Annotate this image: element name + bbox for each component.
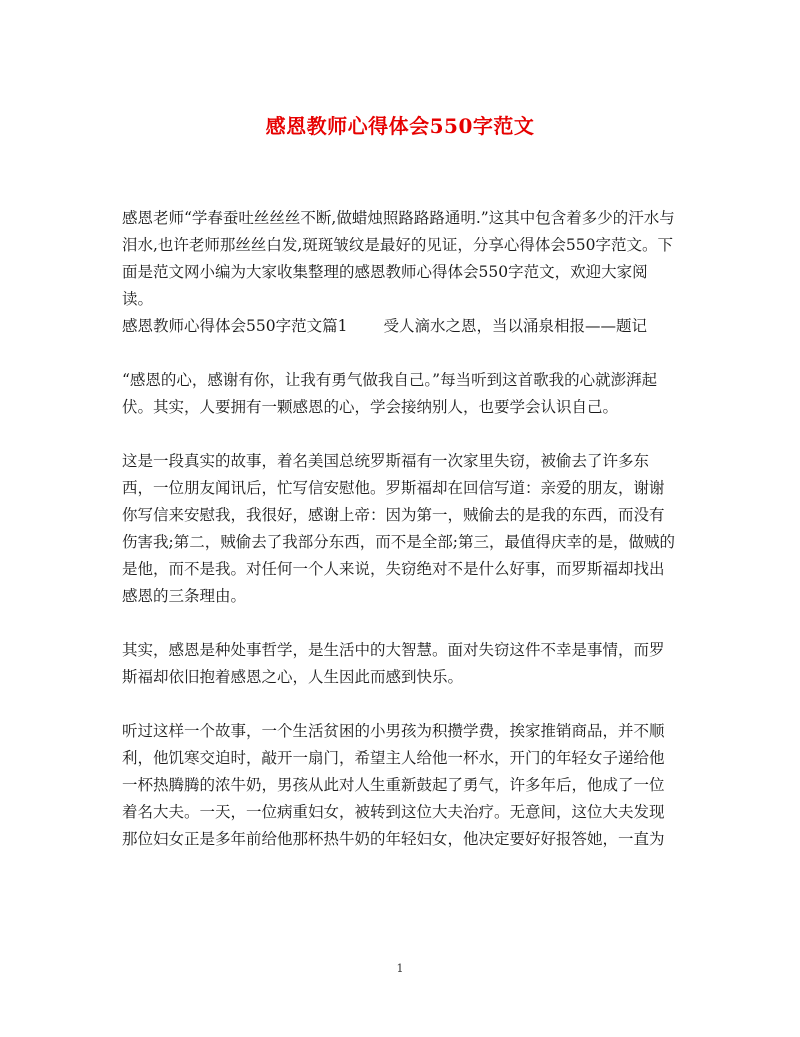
section-heading-line bbox=[122, 313, 678, 340]
body-paragraph: 听过这样一个故事，一个生活贫困的小男孩为积攒学费，挨家推销商品，并不顺利，他饥寒交迫时，敲开一扇门，希望主人给他一杯水，开门的年轻女子递给他一杯热腾腾的浓牛奶，男孩从此对人生重新鼓起了勇气，许多年后，他成了一位着名大夫。一天，一位病重妇女，被转到这位大夫治疗。无意间，这位大夫发现那位妇女正是多年前给他那杯热牛奶的年轻妇女，他决定要好好报答她，一直为 bbox=[122, 722, 665, 848]
body-paragraph: 这是一段真实的故事，着名美国总统罗斯福有一次家里失窃，被偷去了许多东西，一位朋友闻讯后，忙写信安慰他。罗斯福却在回信写道：亲爱的朋友，谢谢你写信来安慰我，我很好，感谢上帝：因为第一，贼偷去的是我的东西，而没有伤害我;第二，贼偷去了我部分东西，而不是全部;第三，最值得庆幸的是，做贼的是他，而不是我。对任何一个人来说，失窃绝对不是什么好事，而罗斯福却找出感恩的三条理由。 bbox=[122, 452, 675, 605]
body-paragraph: “感恩的心，感谢有你，让我有勇气做我自己。”每当听到这首歌我的心就澎湃起伏。其实，人要拥有一颗感恩的心，学会接纳别人，也要学会认识自己。 bbox=[122, 371, 658, 416]
intro-paragraph: 感恩老师“学春蚕吐丝丝丝不断,做蜡烛照路路路通明.”这其中包含着多少的汗水与泪水,也许老师那丝丝白发,斑斑皱纹是最好的见证，分享心得体会550字范文。下面是范文网小编为大家收集整理的感恩教师心得体会550字范文，欢迎大家阅读。 bbox=[122, 209, 675, 308]
section-heading: 感恩教师心得体会550字范文篇1 bbox=[122, 317, 348, 335]
section-epigraph: 受人滴水之恩，当以涌泉相报——题记 bbox=[383, 317, 647, 335]
document-title: 感恩教师心得体会550字范文 bbox=[265, 114, 535, 138]
page-number: 1 bbox=[396, 962, 404, 975]
body-paragraph: 其实，感恩是种处事哲学，是生活中的大智慧。面对失窃这件不幸是事情，而罗斯福却依旧抱着感恩之心，人生因此而感到快乐。 bbox=[122, 641, 665, 686]
document-body bbox=[122, 205, 678, 853]
